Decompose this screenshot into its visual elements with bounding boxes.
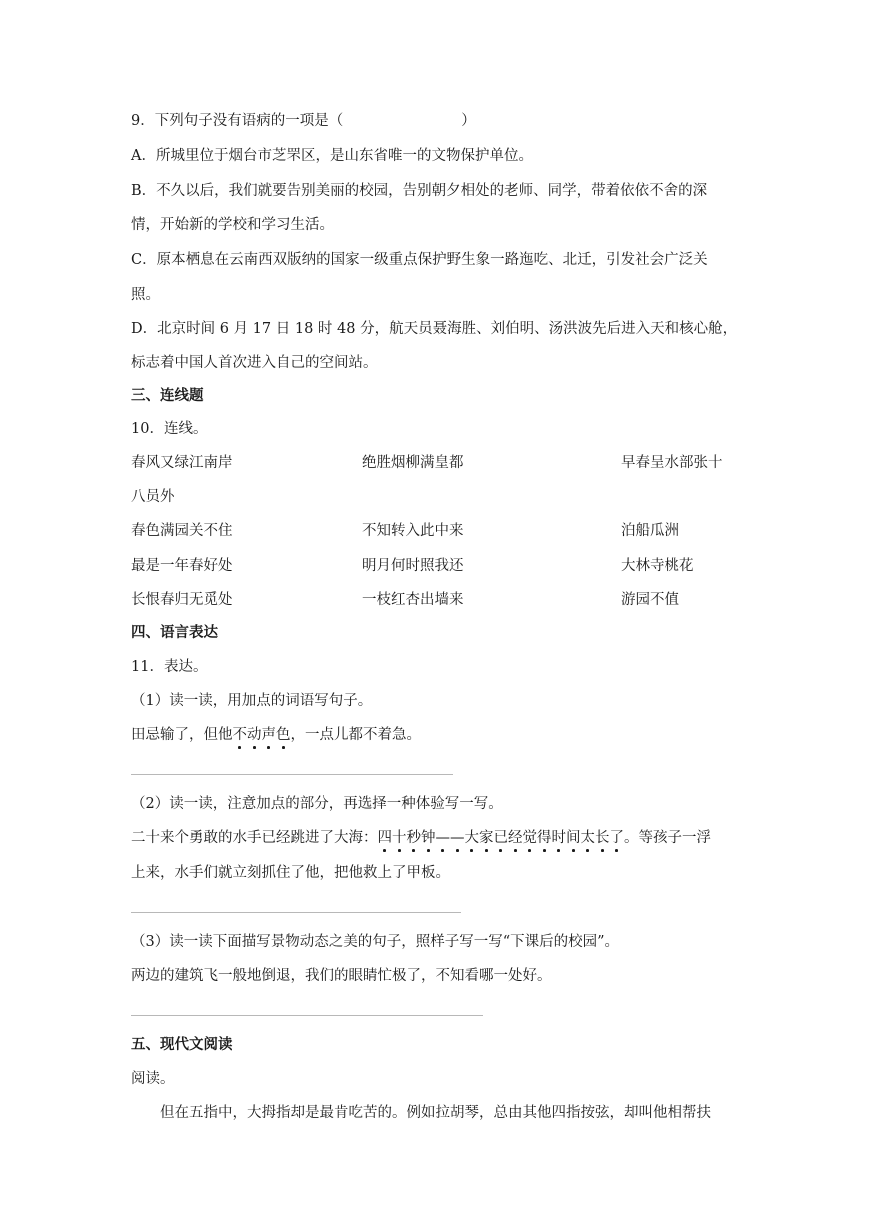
section-5-title: 五、现代文阅读 bbox=[131, 1037, 233, 1053]
match-left-1: 春风又绿江南岸 bbox=[131, 455, 233, 471]
match-left-3: 最是一年春好处 bbox=[131, 558, 233, 574]
answer-line-3[interactable] bbox=[131, 1015, 483, 1016]
option-a: A．所城里位于烟台市芝罘区，是山东省唯一的文物保护单位。 bbox=[131, 148, 533, 164]
sentence-1-part-b: ，一点儿都不着急。 bbox=[290, 727, 421, 743]
option-d-line1: D．北京时间 6 月 17 日 18 时 48 分，航天员聂海胜、刘伯明、汤洪波先后进入天和核心舱， bbox=[131, 321, 738, 337]
option-d-line2: 标志着中国人首次进入自己的空间站。 bbox=[131, 355, 378, 371]
question-9-stem-close: ） bbox=[461, 113, 476, 129]
dotted-char: 经 bbox=[508, 830, 523, 846]
match-left-2: 春色满园关不住 bbox=[131, 523, 233, 539]
match-middle-1: 绝胜烟柳满皇都 bbox=[362, 455, 464, 471]
section-4-title: 四、语言表达 bbox=[131, 625, 218, 641]
option-c-line1: C．原本栖息在云南西双版纳的国家一级重点保护野生象一路迤吃、北迁，引发社会广泛关 bbox=[131, 252, 708, 268]
match-right-1: 早春呈水部张十 bbox=[621, 455, 723, 471]
reading-instruction: 阅读。 bbox=[131, 1071, 175, 1087]
question-9-stem-text: 9．下列句子没有语病的一项是（ bbox=[131, 113, 344, 129]
question-9-stem bbox=[131, 111, 476, 131]
question-10-stem: 10．连线。 bbox=[131, 421, 208, 437]
question-11-stem: 11．表达。 bbox=[131, 659, 208, 675]
dotted-char: 家 bbox=[479, 830, 494, 846]
sentence-1 bbox=[131, 725, 421, 745]
dotted-char: — bbox=[450, 830, 465, 846]
dotted-char: 钟 bbox=[421, 830, 436, 846]
sentence-3: 两边的建筑飞一般地倒退，我们的眼睛忙极了，不知看哪一处好。 bbox=[131, 968, 552, 984]
sentence-1-part-a: 田忌输了，但他 bbox=[131, 727, 233, 743]
reading-paragraph: 但在五指中，大拇指却是最肯吃苦的。例如拉胡琴，总由其他四指按弦，却叫他相帮扶 bbox=[160, 1105, 711, 1121]
match-right-1-cont: 八员外 bbox=[131, 489, 175, 505]
dotted-char: 得 bbox=[537, 830, 552, 846]
match-middle-2: 不知转入此中来 bbox=[362, 523, 464, 539]
section-3-title: 三、连线题 bbox=[131, 388, 204, 404]
dotted-char: 长 bbox=[595, 830, 610, 846]
dotted-char: 四 bbox=[377, 830, 392, 846]
match-right-4: 游园不值 bbox=[621, 592, 679, 608]
answer-line-2[interactable] bbox=[131, 912, 461, 913]
match-middle-3: 明月何时照我还 bbox=[362, 558, 464, 574]
dotted-char: 已 bbox=[493, 830, 508, 846]
dotted-char: 了 bbox=[609, 830, 624, 846]
subquestion-2-prompt: （2）读一读，注意加点的部分，再选择一种体验写一写。 bbox=[131, 796, 503, 812]
dotted-char: 间 bbox=[566, 830, 581, 846]
dotted-char: 声 bbox=[261, 727, 276, 743]
answer-line-1[interactable] bbox=[131, 774, 453, 775]
sentence-2-part-a: 二十来个勇敢的水手已经跳进了大海： bbox=[131, 830, 378, 846]
subquestion-3-prompt: （3）读一读下面描写景物动态之美的句子，照样子写一写“下课后的校园”。 bbox=[131, 934, 620, 950]
dotted-char: 大 bbox=[464, 830, 479, 846]
option-c-line2: 照。 bbox=[131, 287, 160, 303]
match-left-4: 长恨春归无觅处 bbox=[131, 592, 233, 608]
match-right-3: 大林寺桃花 bbox=[621, 558, 694, 574]
subquestion-1-prompt: （1）读一读，用加点的词语写句子。 bbox=[131, 693, 373, 709]
sentence-2-cont: 上来，水手们就立刻抓住了他，把他救上了甲板。 bbox=[131, 865, 450, 881]
sentence-2 bbox=[131, 828, 711, 848]
match-middle-4: 一枝红杏出墙来 bbox=[362, 592, 464, 608]
dotted-char: 不 bbox=[232, 727, 247, 743]
dotted-char: 太 bbox=[580, 830, 595, 846]
dotted-char: 十 bbox=[392, 830, 407, 846]
match-right-2: 泊船瓜洲 bbox=[621, 523, 679, 539]
option-b-line1: B．不久以后，我们就要告别美丽的校园，告别朝夕相处的老师、同学，带着依依不舍的深 bbox=[131, 183, 708, 199]
dotted-char: 动 bbox=[247, 727, 262, 743]
dotted-char: 色 bbox=[276, 727, 291, 743]
sentence-2-part-b: 。等孩子一浮 bbox=[624, 830, 711, 846]
dotted-char: — bbox=[435, 830, 450, 846]
dotted-char: 秒 bbox=[406, 830, 421, 846]
option-b-line2: 情，开始新的学校和学习生活。 bbox=[131, 217, 334, 233]
dotted-char: 觉 bbox=[522, 830, 537, 846]
dotted-char: 时 bbox=[551, 830, 566, 846]
